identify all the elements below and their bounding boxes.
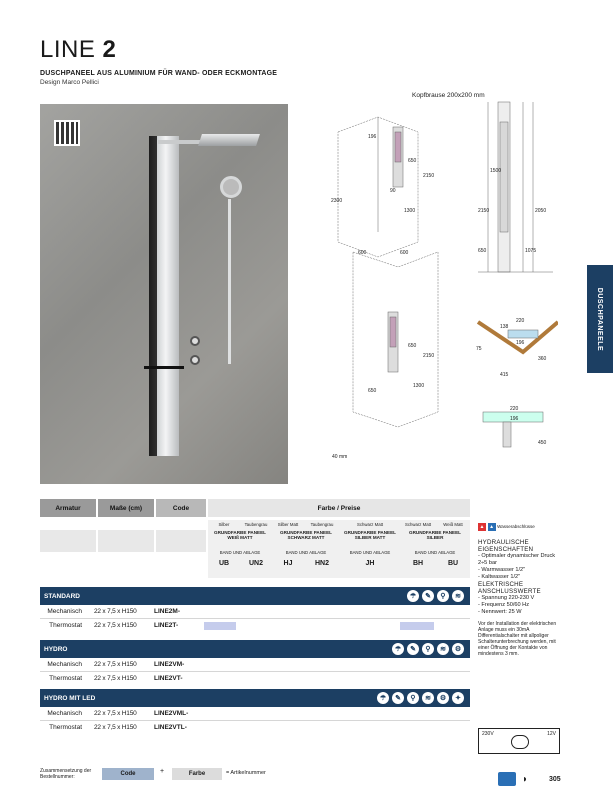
qr-code-icon[interactable] (54, 120, 80, 146)
group-weiss: GRUNDFARBE PANEEL WEIß MATT (214, 530, 266, 541)
hand-shower-icon: ✎ (392, 692, 404, 704)
footer-code-box: Code (102, 768, 154, 780)
designer-credit: Design Marco Pellici (40, 79, 99, 86)
dim-138: 138 (500, 324, 509, 330)
footer-equals: = Artikelnummer (226, 770, 266, 776)
dim-2050: 2050 (535, 208, 547, 214)
band-2: BAND UND ABLAGE (285, 550, 327, 555)
dim-450: 450 (538, 440, 547, 446)
waterfall-icon: ≋ (422, 692, 434, 704)
table-row (40, 722, 470, 733)
dim-90: 90 (390, 188, 396, 194)
dim-650-a: 650 (408, 158, 417, 164)
row-code: LINE2VT- (154, 675, 183, 682)
rain-icon: ☂ (407, 590, 419, 602)
title-main: LINE (40, 36, 96, 63)
section-standard-label: STANDARD (44, 592, 80, 600)
installation-note: Vor der Installation der elektrischen Anlage muss ein 30mA Differentialschalter mit allpoliger Schalterunterbrechung werden, mit einer Öffnung der Kontakte von mindestens 3 mm. (478, 621, 557, 658)
price-table-header (40, 499, 470, 517)
row-size: 22 x 7,5 x H150 (94, 661, 137, 668)
price-placeholder (400, 622, 434, 630)
waterfall-icon: ≋ (452, 590, 464, 602)
waterfall-icon: ≋ (437, 643, 449, 655)
section-standard (40, 587, 470, 605)
transformer-icon (511, 735, 529, 749)
mixer-knob (190, 336, 200, 346)
hydraulic-item: - Optimaler dynamischer Druck 2÷5 bar (478, 553, 556, 566)
water-badge-icon: ▲ (489, 524, 495, 530)
table-row (40, 673, 470, 684)
spray-icon: ⚲ (422, 643, 434, 655)
code-bh: BH (412, 560, 424, 567)
spray-icon: ⚲ (407, 692, 419, 704)
hand-shower-icon: ✎ (407, 643, 419, 655)
row-size: 22 x 7,5 x H150 (94, 675, 137, 682)
dim-1500: 1500 (490, 168, 502, 174)
finish-1: Silber (218, 522, 230, 527)
dim-2150-b: 2150 (478, 208, 490, 214)
rain-icon: ☂ (392, 643, 404, 655)
small-box-label: 40 mm (332, 454, 348, 460)
hydraulic-title: HYDRAULISCHE EIGENSCHAFTEN (478, 539, 534, 553)
band-1: BAND UND ABLAGE (219, 550, 261, 555)
dim-75: 75 (476, 346, 482, 352)
group-silber: GRUNDFARBE PANEEL SILBER (409, 530, 461, 541)
finish-4: Taubengrau (310, 522, 334, 527)
section-hydro-label: HYDRO (44, 645, 68, 653)
dim-1075: 1075 (525, 248, 537, 254)
slide-rail (228, 199, 231, 364)
dim-650-b: 650 (478, 248, 487, 254)
hydraulic-item: - Kaltwasser 1/2" (478, 574, 521, 580)
footer-plus: + (160, 768, 165, 775)
section-hydro (40, 640, 470, 658)
hand-shower-head (220, 176, 242, 198)
table-row (40, 659, 470, 670)
led-icon: ✦ (452, 692, 464, 704)
code-bu: BU (447, 560, 459, 567)
finish-5: Schwarz Matt (356, 522, 384, 527)
col-armatur: Armatur (40, 499, 96, 517)
badge-label: Wasserabschlüsse (497, 524, 535, 529)
dim-196-a: 196 (368, 134, 377, 140)
group-silber-matt: GRUNDFARBE PANEEL SILBER MATT (344, 530, 396, 541)
page-number: 305 (549, 776, 561, 783)
code-ub: UB (218, 560, 230, 567)
price-placeholder (204, 622, 236, 630)
row-code: LINE2VM- (154, 661, 185, 668)
section-hydro-led (40, 689, 470, 707)
dim-1300-a: 1300 (404, 208, 416, 214)
electric-item: - Spannung 220-230 V (478, 595, 535, 601)
dim-220-a: 220 (516, 318, 525, 324)
row-size: 22 x 7,5 x H150 (94, 622, 137, 629)
section-hydro-led-label: HYDRO MIT LED (44, 694, 96, 702)
product-photo (40, 104, 288, 484)
row-type: Thermostat (49, 622, 82, 629)
row-code: LINE2VML- (154, 710, 189, 717)
title-number: 2 (102, 36, 117, 63)
dim-600-a: 600 (358, 250, 367, 256)
technical-drawings (328, 92, 558, 462)
brand-mark-icon: ◗ (522, 774, 529, 785)
rain-icon: ☂ (377, 692, 389, 704)
hydraulic-item: - Warmwasser 1/2" (478, 567, 526, 573)
code-hj: HJ (283, 560, 293, 567)
row-code: LINE2VTL- (154, 724, 187, 731)
order-composition-label: Zusammensetzung der Bestellnummer: (40, 768, 92, 780)
col-farbe: Farbe / Preise (208, 499, 470, 517)
row-type: Mechanisch (47, 661, 82, 668)
brand-logo-icon (498, 772, 516, 786)
dim-196-b: 196 (516, 340, 525, 346)
code-un2: UN2 (248, 560, 263, 567)
code-jh: JH (365, 560, 375, 567)
product-title (40, 36, 116, 64)
finish-7: Weiß Matt (443, 522, 463, 527)
row-type: Thermostat (49, 675, 82, 682)
col-code: Code (156, 499, 206, 517)
shower-panel (149, 136, 179, 456)
dim-650-d: 650 (368, 388, 377, 394)
table-row (40, 606, 470, 617)
group-schwarz: GRUNDFARBE PANEEL SCHWARZ MATT (280, 530, 332, 541)
volt-out: 12V (547, 731, 556, 737)
electric-item: - Nennwert: 25 W (478, 609, 522, 615)
dim-1300-b: 1300 (413, 383, 425, 389)
dim-2150-a: 2150 (423, 173, 435, 179)
side-tab-label: DUSCHPANEELE (596, 287, 604, 351)
product-subtitle: DUSCHPANEEL AUS ALUMINIUM FÜR WAND- ODER ECKMONTAGE (40, 70, 278, 77)
electric-item: - Frequenz 50/60 Hz (478, 602, 529, 608)
hydro-jets-icon: ⚙ (452, 643, 464, 655)
dim-2300: 2300 (331, 198, 343, 204)
specs-column (478, 523, 560, 658)
band-3: BAND UND ABLAGE (349, 550, 391, 555)
dim-415: 415 (500, 372, 509, 378)
diverter-knob (190, 355, 200, 365)
spray-icon: ⚲ (437, 590, 449, 602)
band-4: BAND UND ABLAGE (414, 550, 456, 555)
head-shower-label: Kopfbrause 200x200 mm (412, 92, 485, 99)
row-size: 22 x 7,5 x H150 (94, 724, 137, 731)
hydro-jets-icon: ⚙ (437, 692, 449, 704)
code-hn2: HN2 (314, 560, 329, 567)
dim-360: 360 (538, 356, 547, 362)
row-size: 22 x 7,5 x H150 (94, 608, 137, 615)
table-row (40, 708, 470, 719)
finish-3: Silber Matt (277, 522, 299, 527)
hand-shower-icon: ✎ (422, 590, 434, 602)
color-header-block (40, 520, 470, 578)
footer-farbe-box: Farbe (172, 768, 222, 780)
dim-2150-c: 2150 (423, 353, 435, 359)
rain-shower-head (198, 134, 260, 146)
row-type: Mechanisch (47, 710, 82, 717)
transformer-diagram (478, 728, 560, 754)
water-badge-icon: ▲ (479, 524, 485, 530)
dim-196-c: 196 (510, 416, 519, 422)
row-type: Mechanisch (47, 608, 82, 615)
row-code: LINE2T- (154, 622, 179, 629)
finish-2: Taubengrau (244, 522, 268, 527)
dim-650-c: 650 (408, 343, 417, 349)
row-code: LINE2M- (154, 608, 180, 615)
volt-in: 230V (482, 731, 494, 737)
dim-220-b: 220 (510, 406, 519, 412)
shelf (144, 366, 184, 369)
row-size: 22 x 7,5 x H150 (94, 710, 137, 717)
col-masse: Maße (cm) (98, 499, 154, 517)
dim-600-b: 600 (400, 250, 409, 256)
finish-6: Schwarz Matt (404, 522, 432, 527)
row-type: Thermostat (49, 724, 82, 731)
electric-title: ELEKTRISCHE ANSCHLUSSWERTE (478, 581, 541, 595)
side-category-tab[interactable] (587, 265, 613, 373)
